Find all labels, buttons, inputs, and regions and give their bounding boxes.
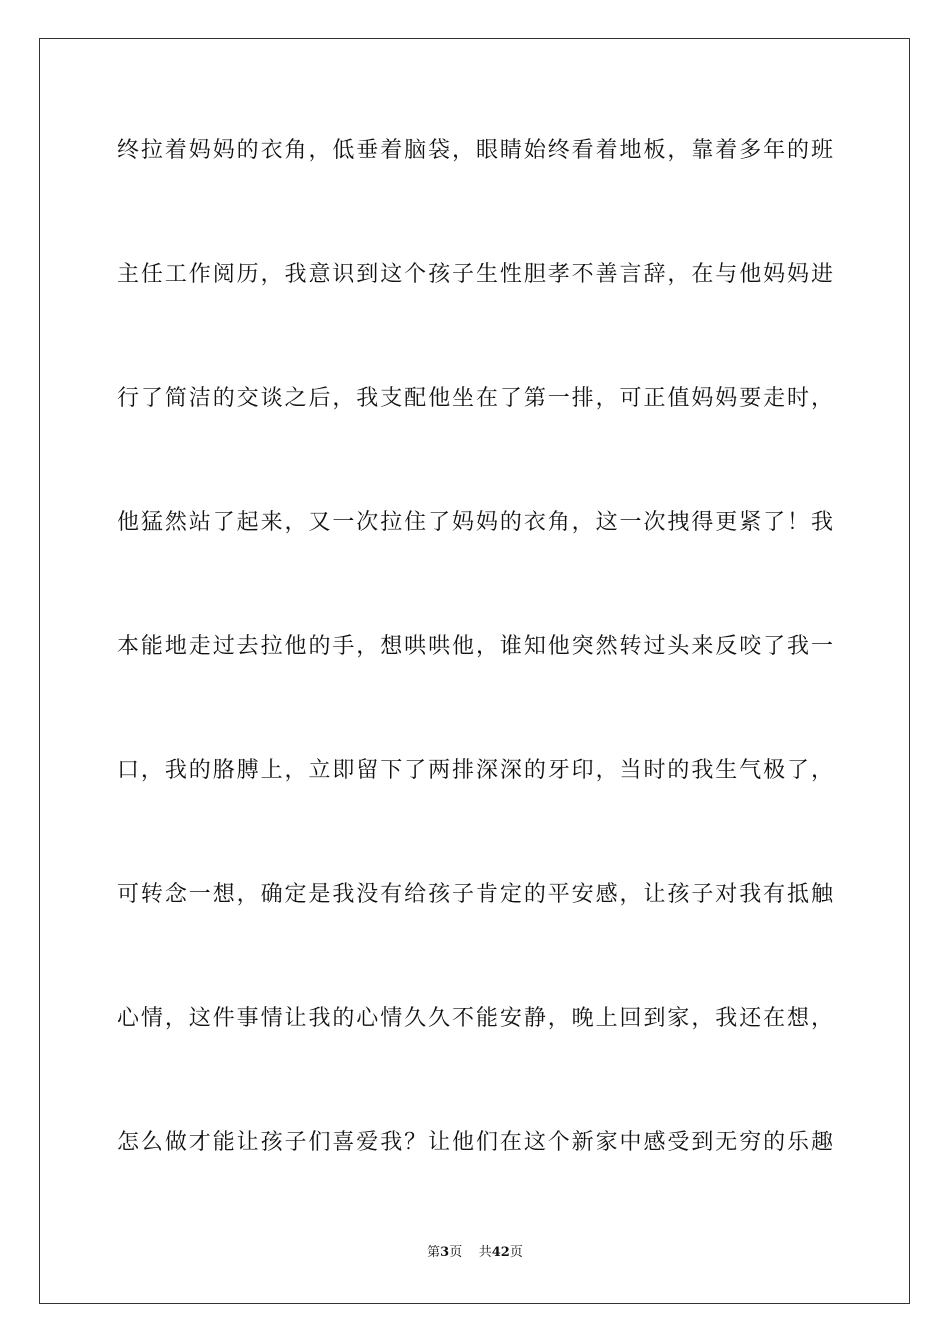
text-line: 终拉着妈妈的衣角，低垂着脑袋，眼睛始终看着地板，靠着多年的班 (117, 138, 833, 163)
total-pages-number: 42 (491, 1245, 510, 1260)
text-line: 他猛然站了起来，又一次拉住了妈妈的衣角，这一次拽得更紧了！我 (117, 510, 833, 535)
text-line: 口，我的胳膊上，立即留下了两排深深的牙印，当时的我生气极了， (117, 758, 833, 783)
page-footer (0, 1244, 950, 1262)
text-line: 行了简洁的交谈之后，我支配他坐在了第一排，可正值妈妈要走时， (117, 386, 833, 411)
footer-prefix: 第 (427, 1245, 441, 1260)
footer-total-prefix: 共 (478, 1245, 492, 1260)
text-line: 主任工作阅历，我意识到这个孩子生性胆孝不善言辞，在与他妈妈进 (117, 262, 833, 287)
page-border (39, 38, 910, 1304)
text-line: 可转念一想，确定是我没有给孩子肯定的平安感，让孩子对我有抵触 (117, 882, 833, 907)
footer-page-suffix: 页 (449, 1245, 463, 1260)
text-line: 心情，这件事情让我的心情久久不能安静，晚上回到家，我还在想， (117, 1006, 833, 1031)
current-page-number: 3 (440, 1245, 450, 1260)
text-line: 本能地走过去拉他的手，想哄哄他，谁知他突然转过头来反咬了我一 (117, 634, 833, 659)
text-line: 怎么做才能让孩子们喜爱我？让他们在这个新家中感受到无穷的乐趣 (117, 1130, 833, 1155)
footer-total-suffix: 页 (509, 1245, 523, 1260)
